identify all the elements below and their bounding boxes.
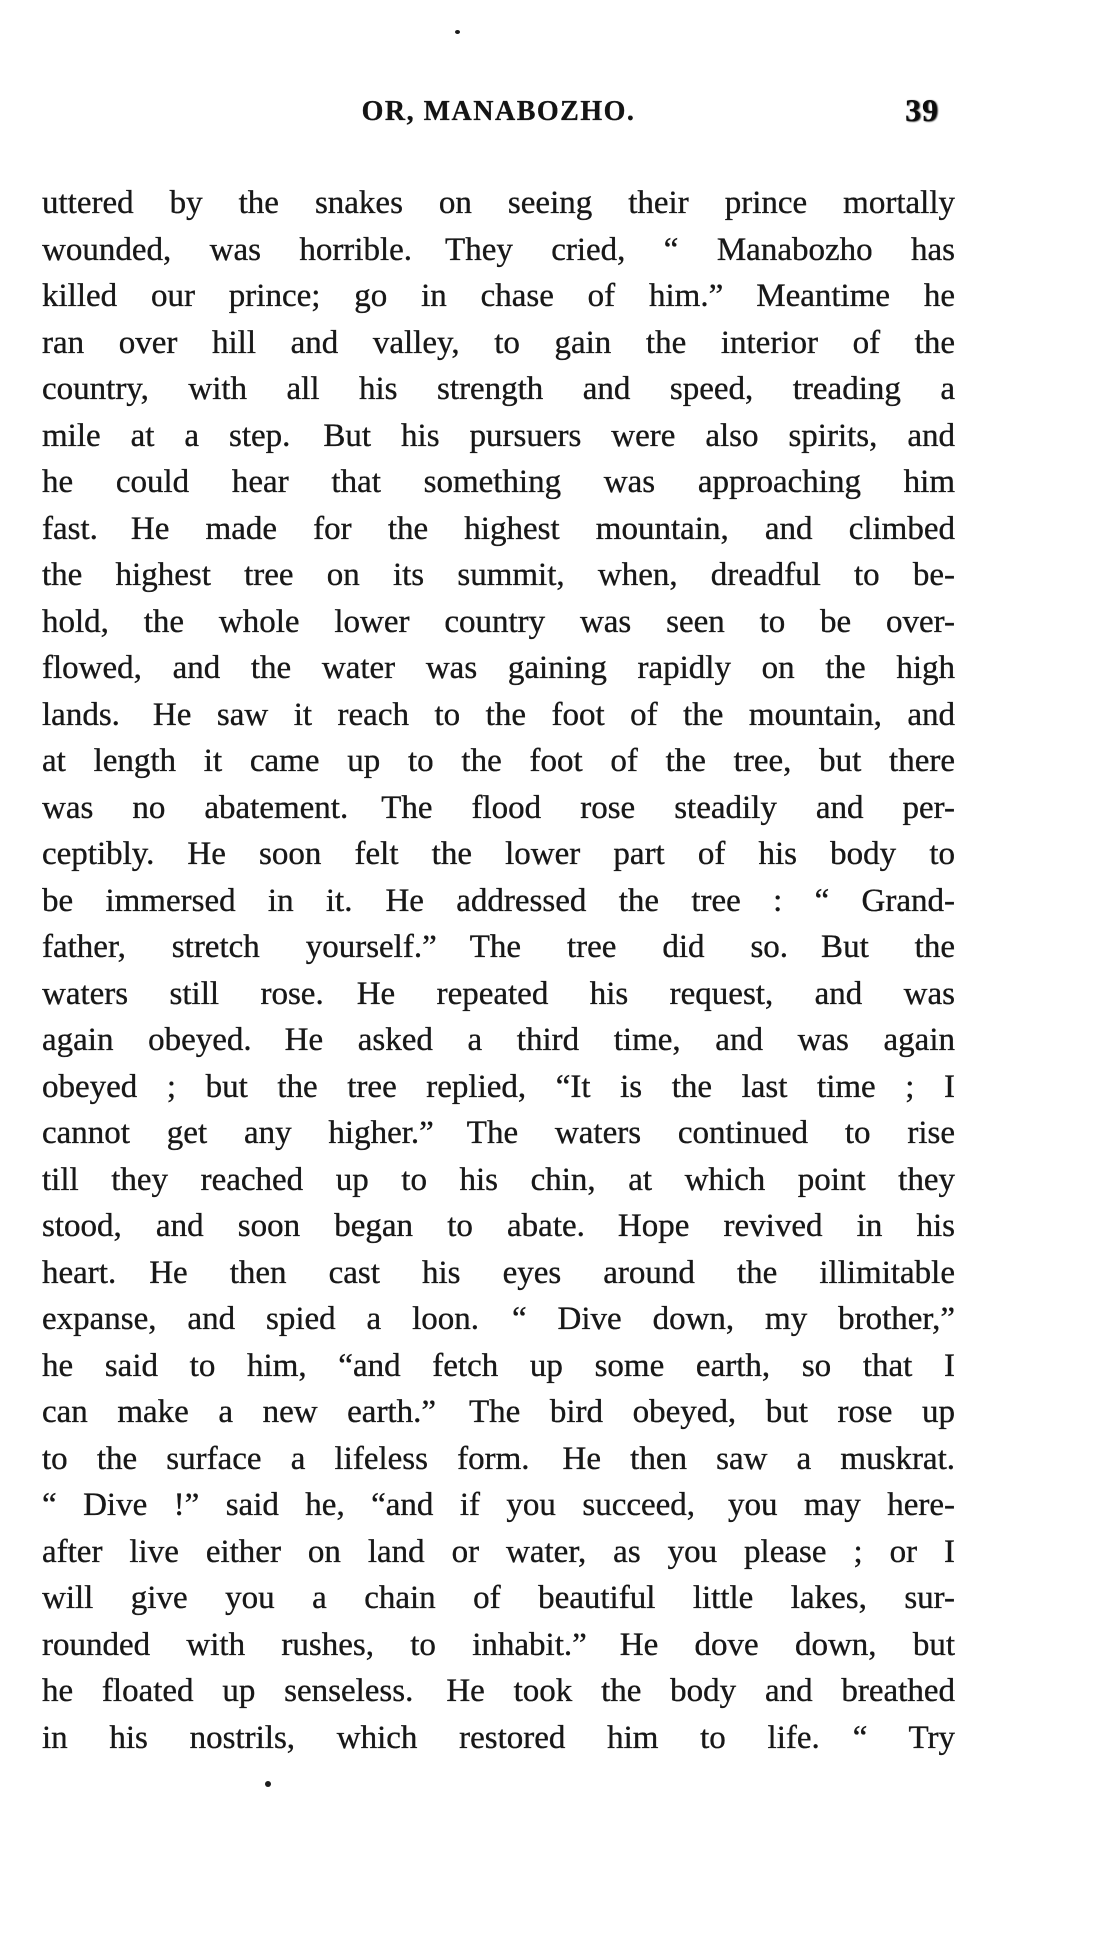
page-title: OR, MANABOZHO. <box>361 96 636 127</box>
ink-speck-bottom <box>265 1781 271 1787</box>
text-line: waters still rose. He repeated his request, and was <box>42 975 955 1012</box>
text-line: uttered by the snakes on seeing their prince mortally <box>42 185 955 221</box>
text-line: again obeyed. He asked a third time, and was again <box>42 1022 955 1058</box>
running-header <box>42 92 955 140</box>
text-line: till they reached up to his chin, at which point they <box>42 1161 955 1198</box>
text-line: obeyed ; but the tree replied, “It is the last time ; I <box>42 1068 955 1105</box>
text-line: ran over hill and valley, to gain the interior of the <box>42 324 955 361</box>
text-line: after live either on land or water, as you please ; or I <box>42 1533 955 1570</box>
ink-speck-top <box>455 30 460 34</box>
text-line: at length it came up to the foot of the tree, but there <box>42 743 955 779</box>
text-line: was no abatement. The flood rose steadily and per- <box>42 789 955 826</box>
text-line: he floated up senseless. He took the body and breathed <box>42 1673 955 1709</box>
text-line: the highest tree on its summit, when, dreadful to be- <box>42 557 955 593</box>
text-line: in his nostrils, which restored him to life. “ Try <box>42 1719 955 1756</box>
text-line: heart. He then cast his eyes around the illimitable <box>42 1254 955 1291</box>
text-line: country, with all his strength and speed, treading a <box>42 371 955 407</box>
text-line: “ Dive !” said he, “and if you succeed, you may here- <box>42 1487 955 1523</box>
text-line: ceptibly. He soon felt the lower part of his body to <box>42 836 955 872</box>
text-line: lands. He saw it reach to the foot of the mountain, and <box>42 696 955 733</box>
text-line: mile at a step. But his pursuers were also spirits, and <box>42 417 955 454</box>
text-line: cannot get any higher.” The waters continued to rise <box>42 1115 955 1151</box>
page-body <box>42 180 955 1761</box>
text-line: he could hear that something was approaching him <box>42 464 955 500</box>
text-line: father, stretch yourself.” The tree did so. But the <box>42 929 955 965</box>
text-line: expanse, and spied a loon. “ Dive down, my brother,” <box>42 1301 955 1337</box>
text-line: flowed, and the water was gaining rapidly on the high <box>42 650 955 686</box>
text-line: can make a new earth.” The bird obeyed, but rose up <box>42 1394 955 1430</box>
text-line: hold, the whole lower country was seen to be over- <box>42 603 955 640</box>
text-line: rounded with rushes, to inhabit.” He dove down, but <box>42 1626 955 1663</box>
text-line: he said to him, “and fetch up some earth, so that I <box>42 1347 955 1384</box>
text-line: wounded, was horrible. They cried, “ Manabozho has <box>42 231 955 268</box>
page-number: 39 <box>905 92 939 128</box>
text-line: will give you a chain of beautiful little lakes, sur- <box>42 1580 955 1616</box>
text-line: killed our prince; go in chase of him.” Meantime he <box>42 278 955 314</box>
text-line: stood, and soon began to abate. Hope revived in his <box>42 1208 955 1244</box>
text-line: be immersed in it. He addressed the tree : “ Grand- <box>42 882 955 919</box>
text-line: to the surface a lifeless form. He then saw a muskrat. <box>42 1440 955 1477</box>
text-line: fast. He made for the highest mountain, and climbed <box>42 510 955 547</box>
